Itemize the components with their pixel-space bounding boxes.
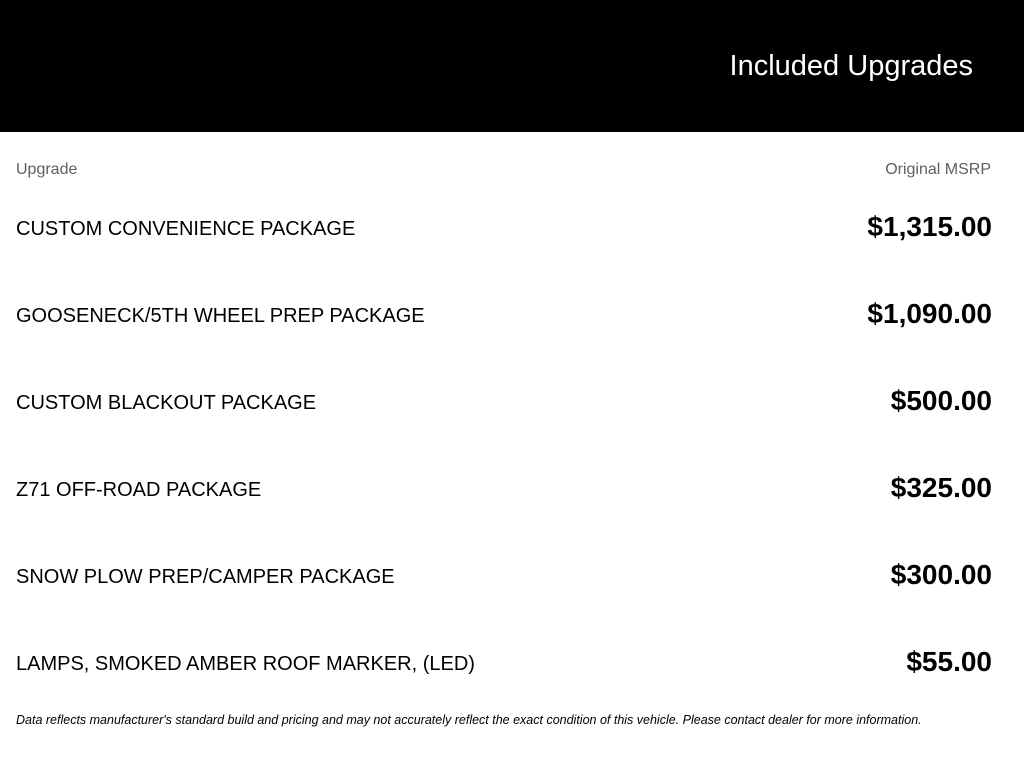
- page-title: Included Upgrades: [729, 50, 973, 82]
- upgrade-name: SNOW PLOW PREP/CAMPER PACKAGE: [16, 566, 395, 588]
- disclaimer-text: Data reflects manufacturer's standard build and pricing and may not accurately reflect the exact condition of this vehicle. Please contact dealer for more information.: [16, 713, 922, 727]
- header-bar: [0, 0, 1024, 132]
- upgrade-price: $55.00: [906, 646, 992, 677]
- upgrade-list: [0, 211, 1024, 750]
- upgrade-name: CUSTOM BLACKOUT PACKAGE: [16, 392, 317, 414]
- column-header-msrp: Original MSRP: [885, 161, 991, 178]
- upgrade-row: [0, 559, 1024, 663]
- upgrade-price: $1,315.00: [867, 211, 992, 242]
- upgrade-row: [0, 472, 1024, 576]
- upgrade-name: LAMPS, SMOKED AMBER ROOF MARKER, (LED): [16, 653, 475, 675]
- upgrade-price: $300.00: [890, 559, 992, 590]
- upgrade-price: $1,090.00: [867, 298, 992, 329]
- upgrade-name: CUSTOM CONVENIENCE PACKAGE: [16, 218, 356, 240]
- upgrade-name: GOOSENECK/5TH WHEEL PREP PACKAGE: [16, 305, 425, 327]
- upgrade-price: $325.00: [890, 472, 992, 503]
- upgrade-price: $500.00: [890, 385, 992, 416]
- column-header-upgrade: Upgrade: [16, 161, 78, 178]
- upgrade-row: [0, 298, 1024, 402]
- upgrade-row: [0, 646, 1024, 750]
- upgrade-name: Z71 OFF-ROAD PACKAGE: [16, 479, 262, 501]
- upgrade-row: [0, 385, 1024, 489]
